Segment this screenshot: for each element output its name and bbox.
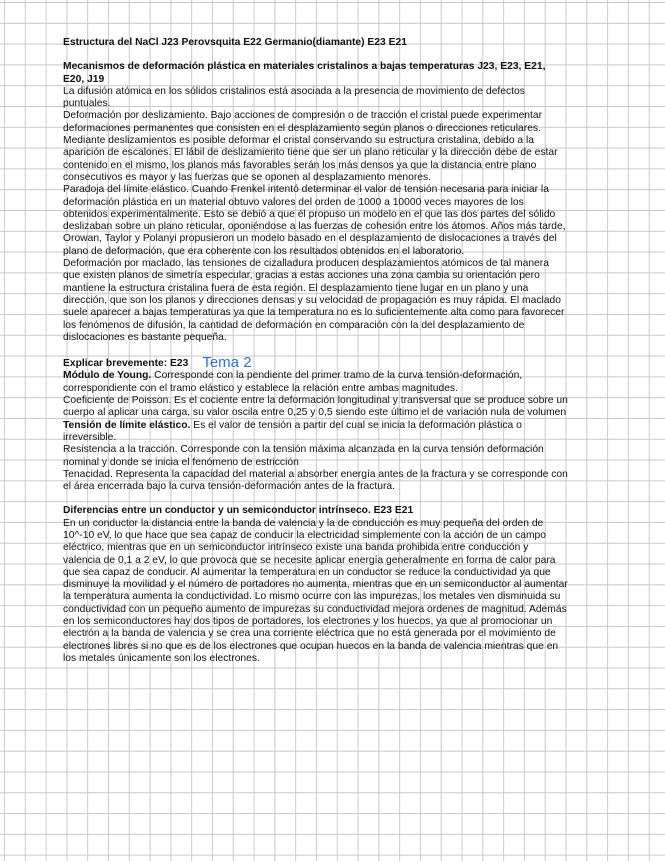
paragraph-resistencia: Resistencia a la tracción. Corresponde con la tensión máxima alcanzada en la curva tensión deformación nominal y donde se inicia el fenómeno de estricción [63,444,544,468]
section-explain [63,356,568,493]
paragraph-young [63,370,568,395]
tema-annotation: Tema 2 [202,354,252,372]
young-term: Módulo de Young. [63,370,152,382]
section-conductor [63,505,568,665]
header-line: Estructura del NaCl J23 Perovsquita E22 Germanio(diamante) E23 E21 [63,37,407,48]
paragraph-slip: Deformación por deslizamiento. Bajo acciones de compresión o de tracción el cristal puede experimentar deformaciones permanentes que consisten en el desplazamiento según planos o direcciones reticulares. Mediante deslizamientos es posible deformar el cristal conservando su estructura cristalina, debido a la aparición de escalones. El lábil de deslizamiento tiene que ser un plano reticular y la dirección debe de estar contenido en el mismo, los planos más favorables serán los más densos ya que la distancia entre plano consecutivos es mayor y las fuerzas que se oponen al desplazamiento menores. [63,110,558,183]
section-heading-explain [63,356,568,370]
section-heading-deformation: Mecanismos de deformación plástica en materiales cristalinos a bajas temperaturas J23, E23, E21, E20, J19 [63,61,546,85]
section-deformation [63,61,568,344]
paragraph-twinning: Deformación por maclado, las tensiones de cizalladura producen desplazamientos atómicos de tal manera que existen planos de simetría especular, gracias a estas acciones una zona cambia su orientación pero mantiene la estructura cristalina fuera de esta región. El desplazamiento tiene lugar en un plano y una dirección, que son los planos y direcciones densas y su velocidad de propagación es muy rápida. El maclado suele aparecer a bajas temperaturas ya que la temperatura no es lo suficientemente alta como para favorecer los fenómenos de difusión, la cantidad de deformación en comparación con la del desplazamiento de dislocaciones es bastante pequeña. [63,258,565,343]
paragraph-tension [63,420,568,445]
paragraph-conductor: En un conductor la distancia entre la banda de valencia y la de conducción es muy pequeña del orden de 10^-10 eV, lo que hace que sea capaz de conducir la electricidad simplemente con la acción de un campo eléctrico, mientras que en un semiconductor intrínseco existe una banda prohibida entre conducción y valencia de 0,1 a 2 eV, lo que provoca que se necesite aplicar energía generalmente en forma de calor para que sea capaz de conducir. Al aumentar la temperatura en un conductor se reduce la conductividad ya que disminuye la movilidad y el número de portadores no aumenta, mientras que en un semiconductor al aumentar la temperatura aumenta la conductividad. Lo mismo ocurre con las impurezas, los metales ven disminuida su conductividad con un pequeño aumento de impurezas su conductividad mejora ordenes de magnitud. Además en los semiconductores hay dos tipos de portadores, los electrones y los huecos, ya que al promocionar un electrón a la banda de valencia y se crea una corriente eléctrica que no está generada por el movimiento de electrones libres si no que es de los electrones que ocupan huecos en la banda de valencia mientras que en los metales únicamente son los electrones. [63,517,568,664]
section-heading-conductor: Diferencias entre un conductor y un semiconductor intrínseco. E23 E21 [63,505,414,517]
document-body [63,37,568,677]
tension-term: Tensión de límite elástico. [63,419,191,431]
paragraph-poisson: Coeficiente de Poisson. Es el cociente entre la deformación longitudinal y transversal que se produce sobre un cuerpo al aplicar una carga, su valor oscila entre 0,25 y 0,5 siendo este último el de variación nula de volumen [63,395,568,419]
paragraph-diffusion: La difusión atómica en los sólidos cristalinos está asociada a la presencia de movimiento de defectos puntuales. [63,85,525,110]
paragraph-tenacidad: Tenacidad. Representa la capacidad del material a absorber energía antes de la fractura y se corresponde con el área encerrada bajo la curva tensión-deformación antes de la fractura. [63,468,568,493]
explain-heading-text: Explicar brevemente: E23 [63,358,189,370]
tension-text: Es el valor de tensión a partir del cual se inicia la deformación plástica o irreversible. [63,419,522,443]
paragraph-paradox: Paradoja del límite elástico. Cuando Frenkel intentó determinar el valor de tensión necesaria para iniciar la deformación plástica en un material obtuvo valores del orden de 1000 a 10000 veces mayores de los obtenidos experimentalmente. Esto se debió a que él propuso un modelo en el que las dos partes del sólido deslizaban sobre un plano reticular, oponiéndose a las fuerzas de cohesión entre los átomos. Años más tarde, Orowan, Taylor y Polanyi propusieron un modelo basado en el desplazamiento de dislocaciones a través del plano de deformación, que era coherente con los resultados obtenidos en el laboratorio. [63,184,566,257]
young-text: Corresponde con la pendiente del primer tramo de la curva tensión-deformación, correspondiente con el tramo elástico y establece la relación entre ambas magnitudes. [63,370,523,394]
